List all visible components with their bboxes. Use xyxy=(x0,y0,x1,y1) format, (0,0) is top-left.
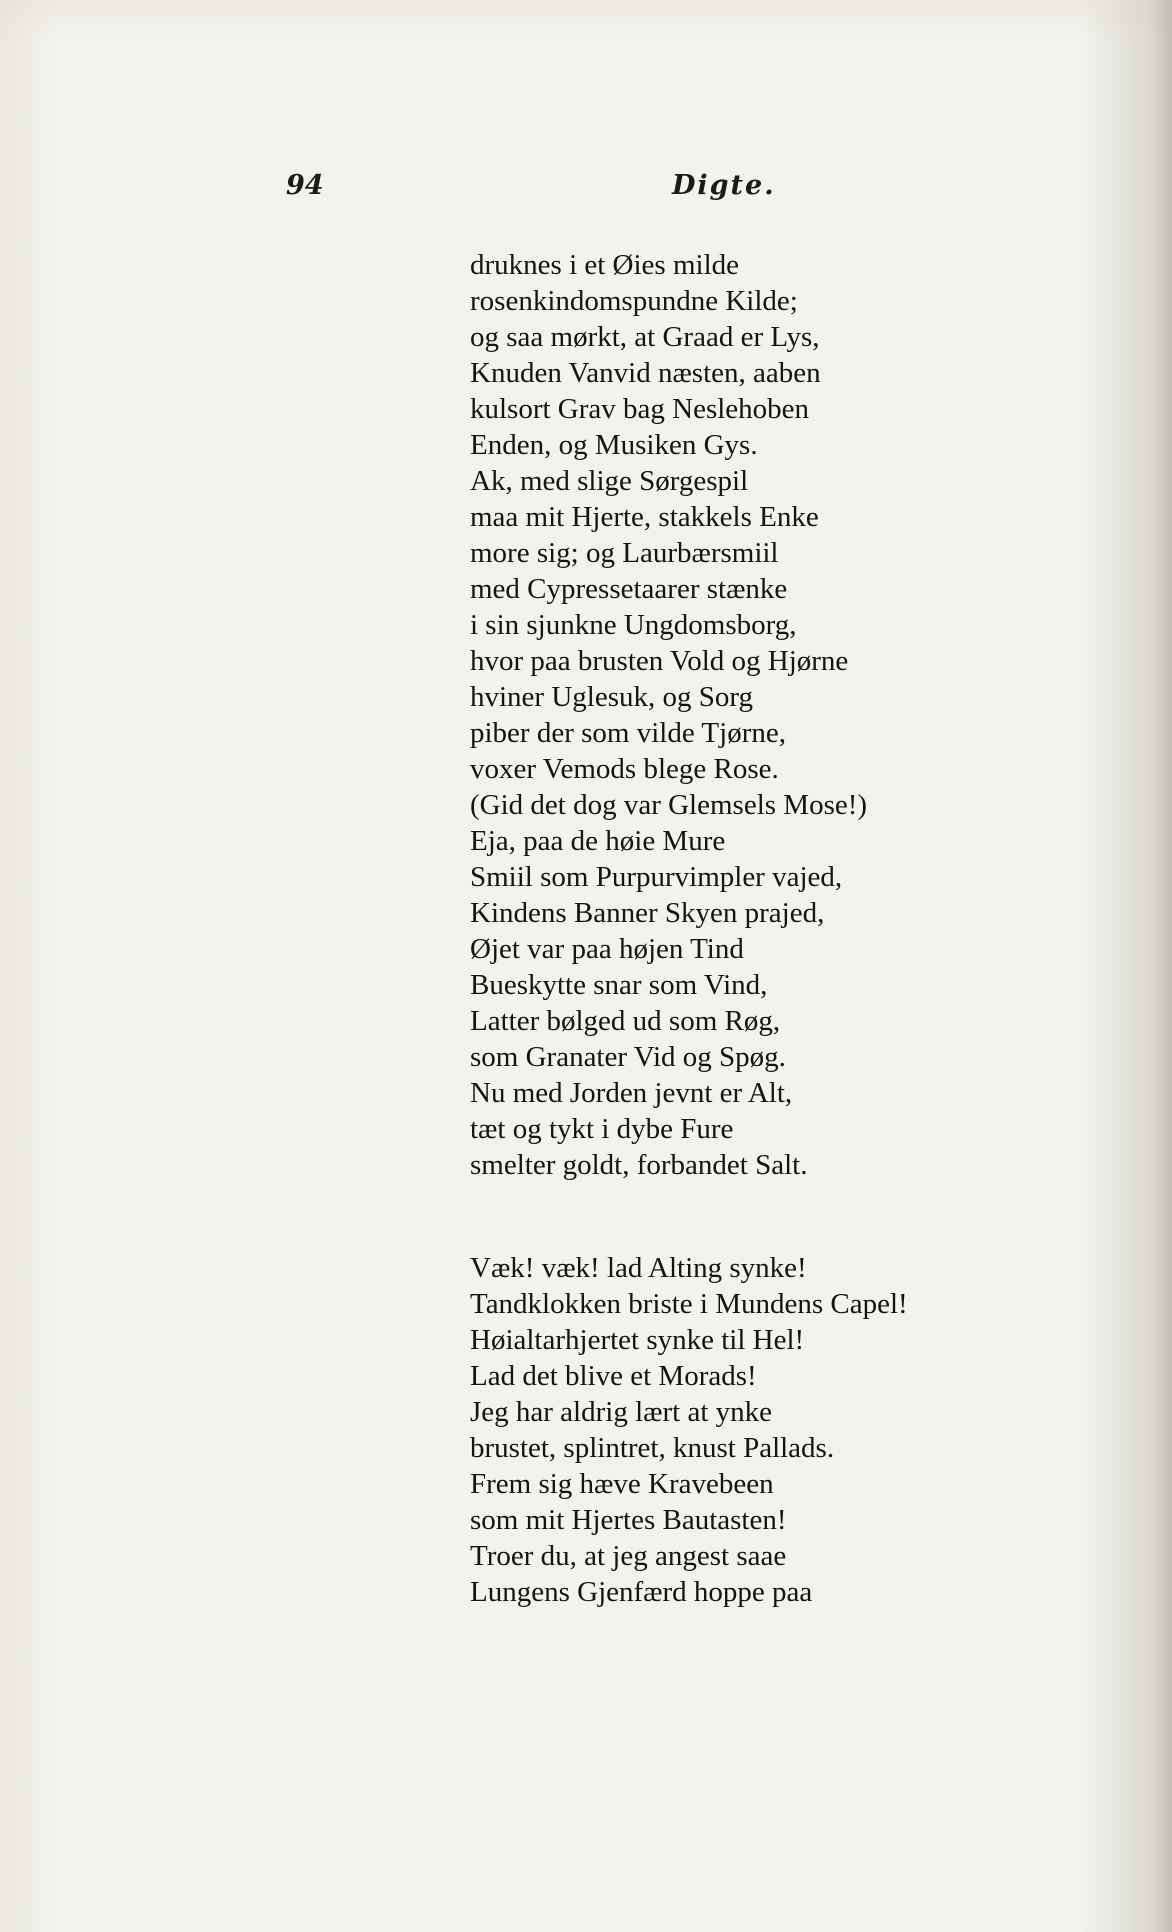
verse-line: maa mit Hjerte, stakkels Enke xyxy=(470,501,819,533)
verse-line: smelter goldt, forbandet Salt. xyxy=(470,1149,808,1181)
verse-line: Lungens Gjenfærd hoppe paa xyxy=(470,1576,813,1608)
page-header xyxy=(0,170,1172,210)
verse-line: hvor paa brusten Vold og Hjørne xyxy=(470,645,849,677)
verse-line: kulsort Grav bag Neslehoben xyxy=(470,393,810,425)
verse-line: Knuden Vanvid næsten, aaben xyxy=(470,357,821,389)
verse-line: Nu med Jorden jevnt er Alt, xyxy=(470,1077,793,1109)
verse-line: hviner Uglesuk, og Sorg xyxy=(470,681,754,713)
running-title: Digte. xyxy=(672,170,776,201)
verse-line: som mit Hjertes Bautasten! xyxy=(470,1504,787,1536)
verse-line: i sin sjunkne Ungdomsborg, xyxy=(470,609,797,641)
verse-line: Øjet var paa højen Tind xyxy=(470,933,744,965)
verse-line: Eja, paa de høie Mure xyxy=(470,825,726,857)
verse-line: Enden, og Musiken Gys. xyxy=(470,429,758,461)
verse-line: Væk! væk! lad Alting synke! xyxy=(470,1252,807,1284)
verse-line: som Granater Vid og Spøg. xyxy=(470,1041,786,1073)
verse-line: Lad det blive et Morads! xyxy=(470,1360,757,1392)
verse-line: piber der som vilde Tjørne, xyxy=(470,717,786,749)
stanza-1 xyxy=(470,247,867,1183)
stanza-2 xyxy=(470,1250,908,1610)
verse-line: med Cypressetaarer stænke xyxy=(470,573,788,605)
page-number: 94 xyxy=(286,170,324,201)
verse-line: Troer du, at jeg angest saae xyxy=(470,1540,787,1572)
verse-line: Tandklokken briste i Mundens Capel! xyxy=(470,1288,908,1320)
verse-line: druknes i et Øies milde xyxy=(470,249,740,281)
verse-line: Ak, med slige Sørgespil xyxy=(470,465,749,497)
verse-line: Bueskytte snar som Vind, xyxy=(470,969,768,1001)
verse-line: Høialtarhjertet synke til Hel! xyxy=(470,1324,805,1356)
verse-line: Jeg har aldrig lært at ynke xyxy=(470,1396,772,1428)
verse-line: og saa mørkt, at Graad er Lys, xyxy=(470,321,820,353)
verse-line: more sig; og Laurbærsmiil xyxy=(470,537,779,569)
verse-line: brustet, splintret, knust Pallads. xyxy=(470,1432,835,1464)
verse-line: rosenkindomspundne Kilde; xyxy=(470,285,798,317)
verse-line: (Gid det dog var Glemsels Mose!) xyxy=(470,789,868,821)
verse-line: Smiil som Purpurvimpler vajed, xyxy=(470,861,843,893)
verse-line: Kindens Banner Skyen prajed, xyxy=(470,897,825,929)
verse-line: Latter bølged ud som Røg, xyxy=(470,1005,781,1037)
verse-line: Frem sig hæve Kravebeen xyxy=(470,1468,774,1500)
verse-line: tæt og tykt i dybe Fure xyxy=(470,1113,734,1145)
verse-line: voxer Vemods blege Rose. xyxy=(470,753,779,785)
